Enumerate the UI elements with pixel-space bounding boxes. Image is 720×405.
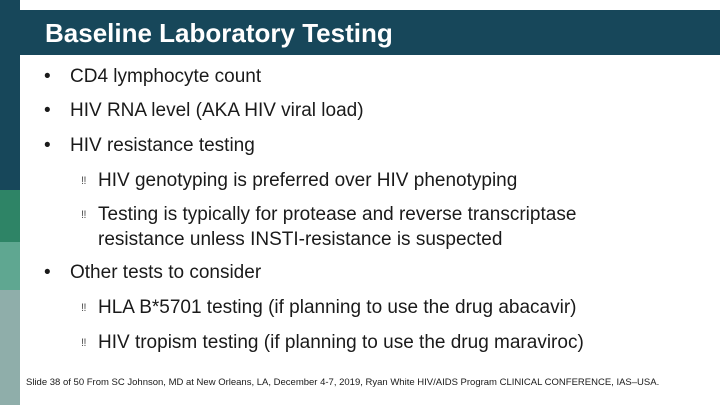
slide-footer: Slide 38 of 50 From SC Johnson, MD at New Orleans, LA, December 4-7, 2019, Ryan White HIV/AIDS Program CLINICAL CONFERENCE, IAS–USA. [26,377,660,388]
sub-bullet-text: Testing is typically for protease and reverse transcriptase resistance unless INSTI-resistance is suspected [98,204,577,250]
bullet-text: CD4 lymphocyte count [70,66,262,87]
sub-bullet-text: HIV tropism testing (if planning to use the drug maraviroc) [98,332,584,353]
sub-bullet-marker: ‼ [81,209,87,221]
sub-bullet-marker: ‼ [81,302,87,314]
side-bar-gray-segment [0,290,20,405]
bullet-marker: • [44,135,51,156]
side-bar-light-segment [0,242,20,290]
sub-bullet-text: HIV genotyping is preferred over HIV phenotyping [98,170,518,191]
bullet-marker: • [44,100,51,121]
sub-bullet-marker: ‼ [81,175,87,187]
bullet-text: Other tests to consider [70,262,262,283]
side-bar-green-segment [0,190,20,242]
bullet-marker: • [44,262,51,283]
sub-bullet-text: HLA B*5701 testing (if planning to use the drug abacavir) [98,297,577,318]
slide-title: Baseline Laboratory Testing [45,18,393,48]
title-band [20,10,720,55]
bullet-marker: • [44,66,51,87]
sub-bullet-marker: ‼ [81,337,87,349]
bullet-text: HIV RNA level (AKA HIV viral load) [70,100,364,121]
side-bar-dark-segment [0,0,20,190]
bullet-text: HIV resistance testing [70,135,255,156]
side-accent-bar [0,0,20,405]
